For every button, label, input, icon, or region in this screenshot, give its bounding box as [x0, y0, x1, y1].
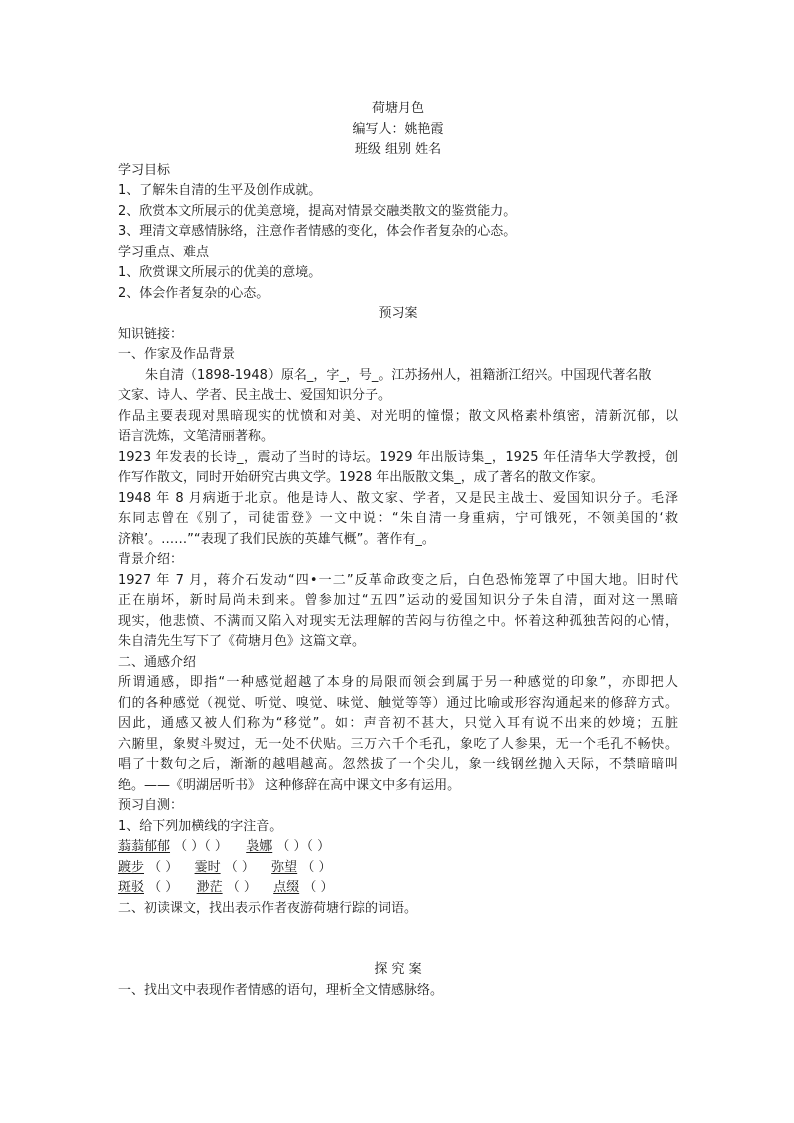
underlined-word: 霎时	[194, 859, 221, 875]
author-bg-line: 朱自清（1898-1948）原名_，字_，号_。江苏扬州人，祖籍浙江绍兴。中国现代著名散	[145, 367, 652, 383]
author-bg-line: 1948 年 8 月病逝于北京。他是诗人、散文家、学者，又是民主战士、爱国知识分子。毛泽	[118, 490, 678, 506]
pinyin-row	[118, 878, 678, 899]
pinyin-row	[118, 858, 678, 879]
answer-blank: （ ）	[224, 859, 255, 875]
underlined-word: 斑驳	[118, 880, 145, 895]
explore-question-1: 一、找出文中表现作者情感的语句，理析全文情感脉络。	[118, 982, 444, 998]
background-line: 现实，他悲愤、不满而又陷入对现实无法理解的苦闷与彷徨之中。怀着这种孤独苦闷的心情，	[118, 613, 678, 629]
selftest-heading: 预习自测：	[118, 798, 184, 813]
synesthesia-line: 唱了十数句之后，渐渐的越唱越高。忽然拔了一个尖儿，象一线钢丝抛入天际，不禁暗暗叫	[118, 757, 678, 772]
answer-blank: （ ）	[226, 880, 257, 895]
key-point-item: 1、欣赏课文所展示的优美的意境。	[118, 265, 322, 280]
background-line: 正在崩坏，新时局尚未到来。曾参加过“五四”运动的爱国知识分子朱自清，面对这一黑暗	[118, 593, 678, 608]
underlined-word: 点缀	[273, 880, 300, 895]
answer-blank: （ ）	[148, 880, 179, 895]
background-line: 朱自清先生写下了《荷塘月色》这篇文章。	[118, 634, 366, 649]
answer-blank: （ ）	[148, 859, 179, 875]
answer-blank: （ ）（ ）	[276, 839, 331, 854]
author-bg-line: 作品主要表现对黑暗现实的忧愤和对美、对光明的憧憬；散文风格素朴缜密，清新沉郁，以	[118, 408, 678, 424]
preview-heading: 预习案	[378, 306, 418, 321]
objectives-heading: 学习目标	[118, 162, 171, 178]
answer-blank: （ ）	[303, 880, 334, 895]
objective-item: 1、了解朱自清的生平及创作成就。	[118, 183, 322, 198]
answer-blank: （ ）（ ）	[174, 839, 228, 854]
objective-item: 2、欣赏本文所展示的优美意境，提高对情景交融类散文的鉴赏能力。	[118, 203, 517, 219]
author-bg-line: 作写作散文，同时开始研究古典文学。1928 年出版散文集_，成了著名的散文作家。	[118, 470, 604, 485]
synesthesia-line: 六腑里，象熨斗熨过，无一处不伏贴。三万六千个毛孔，象吃了人参果，无一个毛孔不畅快。	[118, 736, 678, 752]
knowledge-heading: 知识链接：	[118, 326, 184, 342]
author-bg-heading: 一、作家及作品背景	[118, 347, 236, 362]
key-point-item: 2、体会作者复杂的心态。	[118, 285, 270, 301]
student-fields: 班级 组别 姓名	[354, 142, 442, 157]
doc-author: 编写人：姚艳霞	[352, 121, 444, 137]
pinyin-row	[118, 837, 678, 858]
selftest-question-1: 1、给下列加横线的字注音。	[118, 818, 283, 834]
author-bg-line: 东同志曾在《别了，司徒雷登》一文中说：“朱自清一身重病，宁可饿死，不领美国的‘救	[118, 511, 678, 526]
section-spacer	[118, 919, 678, 960]
synesthesia-line: 因此，通感又被人们称为“移觉”。如：声音初不甚大，只觉入耳有说不出来的妙境；五脏	[118, 716, 678, 731]
author-bg-line: 文家、诗人、学者、民主战士、爱国知识分子。	[118, 388, 392, 403]
synesthesia-line: 所谓通感，即指“一种感觉超越了本身的局限而领会到属于另一种感觉的印象”，亦即把人	[118, 675, 678, 690]
underlined-word: 踱步	[118, 859, 145, 875]
doc-title: 荷塘月色	[371, 101, 424, 116]
underlined-word: 蓊蓊郁郁	[118, 839, 171, 854]
explore-heading: 探 究 案	[374, 962, 422, 977]
author-bg-line: 济粮’。……”“表现了我们民族的英雄气概”。著作有_。	[118, 531, 435, 547]
author-bg-line: 语言洗炼，文笔清丽著称。	[118, 429, 275, 444]
background-line: 1927 年 7 月，蒋介石发动“四•一二”反革命政变之后，白色恐怖笼罩了中国大地。旧时代	[118, 572, 678, 588]
background-heading: 背景介绍：	[118, 552, 184, 567]
answer-blank: （ ）	[301, 859, 332, 875]
underlined-word: 弥望	[271, 859, 298, 875]
underlined-word: 渺茫	[196, 880, 223, 895]
synesthesia-line: 绝。——《明湖居听书》 这种修辞在高中课文中多有运用。	[118, 777, 461, 793]
key-points-heading: 学习重点、难点	[118, 244, 210, 260]
selftest-question-2: 二、初读课文，找出表示作者夜游荷塘行踪的词语。	[118, 900, 418, 916]
synesthesia-heading: 二、通感介绍	[118, 654, 197, 670]
document-body	[118, 99, 678, 1001]
author-bg-line: 1923 年发表的长诗_，震动了当时的诗坛。1929 年出版诗集_，1925 年任清华大学教授，创	[118, 449, 678, 465]
underlined-word: 袅娜	[246, 839, 273, 854]
objective-item: 3、理清文章感情脉络，注意作者情感的变化，体会作者复杂的心态。	[118, 224, 517, 239]
synesthesia-line: 们的各种感觉（视觉、听觉、嗅觉、味觉、触觉等等）通过比喻或形容沟通起来的修辞方式。	[118, 695, 678, 711]
